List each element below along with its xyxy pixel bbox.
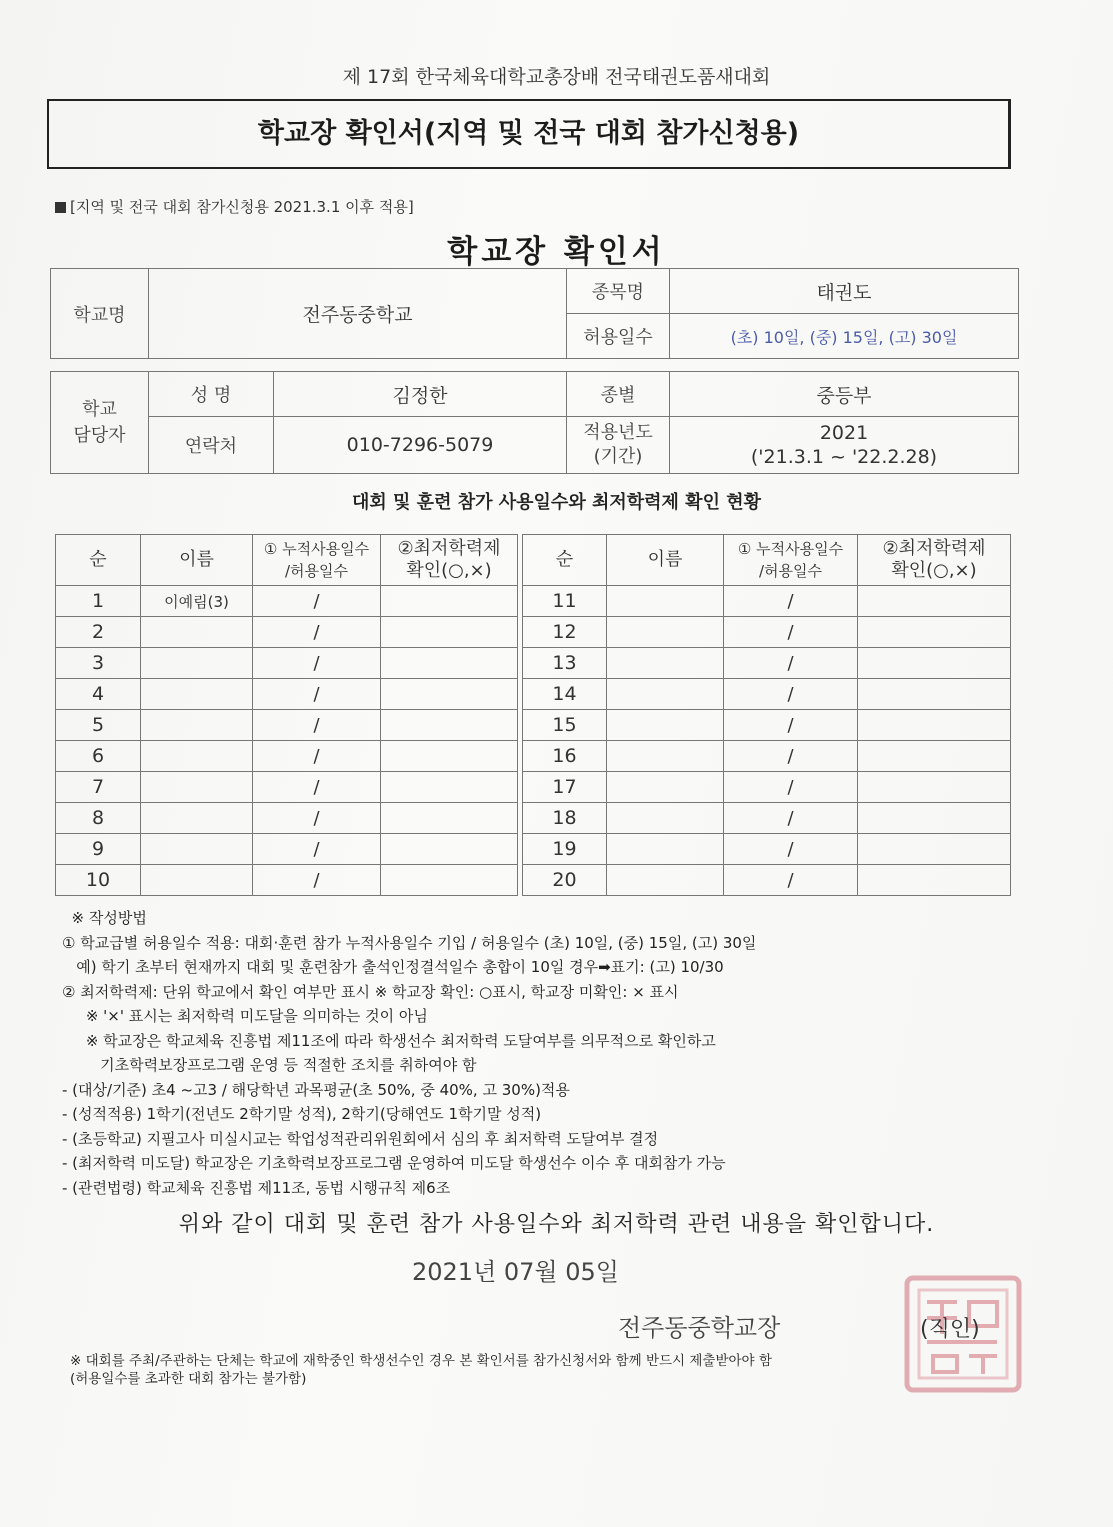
row-number: 7: [56, 772, 141, 803]
col-header-no: 순: [523, 535, 607, 586]
row-days: /: [724, 803, 858, 834]
row-check: [858, 865, 1011, 896]
row-name: [141, 617, 253, 648]
row-days: /: [253, 710, 381, 741]
table-row: [523, 679, 1011, 710]
row-days: /: [724, 834, 858, 865]
row-number: 1: [56, 586, 141, 617]
row-days: /: [724, 679, 858, 710]
row-name: [141, 741, 253, 772]
row-check: [381, 648, 518, 679]
table-row: [56, 803, 518, 834]
row-number: 2: [56, 617, 141, 648]
row-days: /: [253, 741, 381, 772]
instruction-line: ① 학교급별 허용일수 적용: 대회·훈련 참가 누적사용일수 기입 / 허용일수 (초) 10일, (중) 15일, (고) 30일: [62, 933, 757, 952]
instruction-line: - (성적적용) 1학기(전년도 2학기말 성적), 2학기(당해연도 1학기말 성적): [62, 1105, 542, 1123]
instruction-line: ② 최저학력제: 단위 학교에서 확인 여부만 표시 ※ 학교장 확인: ○표시, 학교장 미확인: × 표시: [62, 982, 679, 1001]
division-value: 중등부: [670, 372, 1019, 417]
instruction-line: 기초학력보장프로그램 운영 등 적절한 조치를 취하여야 함: [62, 1056, 477, 1074]
footer-line: (허용일수를 초과한 대회 참가는 불가함): [70, 1371, 307, 1387]
row-number: 3: [56, 648, 141, 679]
participation-table-left: [55, 534, 518, 896]
table-row: [523, 834, 1011, 865]
school-name-value: 전주동중학교: [149, 269, 567, 359]
row-number: 4: [56, 679, 141, 710]
table-row: [56, 710, 518, 741]
table-row: [523, 772, 1011, 803]
table-row: [523, 617, 1011, 648]
table-row: [523, 710, 1011, 741]
row-check: [858, 617, 1011, 648]
row-days: /: [724, 648, 858, 679]
row-name: [607, 865, 724, 896]
col-header-no: 순: [56, 535, 141, 586]
principal-title: 전주동중학교장: [618, 1314, 781, 1342]
instruction-line: 예) 학기 초부터 현재까지 대회 및 훈련참가 출석인정결석일수 총합이 10일 경우➡표기: (고) 10/30: [62, 958, 724, 976]
row-days: /: [724, 710, 858, 741]
col-header-name: 이름: [141, 535, 253, 586]
row-name: [607, 741, 724, 772]
row-name: [141, 865, 253, 896]
row-days: /: [253, 803, 381, 834]
col-header-check: ②최저학력제 확인(○,×): [381, 535, 518, 586]
row-number: 13: [523, 648, 607, 679]
division-label: 종별: [567, 372, 670, 417]
row-days: /: [253, 586, 381, 617]
row-number: 20: [523, 865, 607, 896]
table-row: [56, 772, 518, 803]
row-number: 14: [523, 679, 607, 710]
row-check: [858, 834, 1011, 865]
allowed-days-label: 허용일수: [567, 314, 670, 359]
row-check: [381, 617, 518, 648]
school-name-label: 학교명: [51, 269, 149, 359]
footer-note: [70, 1352, 772, 1388]
period-cell: [670, 417, 1019, 474]
row-check: [858, 710, 1011, 741]
row-days: /: [724, 772, 858, 803]
row-number: 17: [523, 772, 607, 803]
table-row: [56, 834, 518, 865]
row-number: 10: [56, 865, 141, 896]
table-row: [523, 865, 1011, 896]
row-check: [381, 710, 518, 741]
col-header-days: ① 누적사용일수 /허용일수: [253, 535, 381, 586]
row-check: [381, 803, 518, 834]
event-value: 태권도: [670, 269, 1019, 314]
row-number: 15: [523, 710, 607, 741]
row-number: 18: [523, 803, 607, 834]
row-name: [607, 772, 724, 803]
competition-header: 제 17회 한국체육대학교총장배 전국태권도품새대회: [342, 66, 771, 88]
row-name: [607, 648, 724, 679]
row-days: /: [253, 865, 381, 896]
section-title: 대회 및 훈련 참가 사용일수와 최저학력제 확인 현황: [351, 492, 761, 513]
row-name: [141, 679, 253, 710]
table-spacer: [51, 359, 1019, 372]
col-header-days: ① 누적사용일수 /허용일수: [724, 535, 858, 586]
manager-label: 학교 담당자: [51, 372, 149, 474]
applicability-note-text: [지역 및 전국 대회 참가신청용 2021.3.1 이후 적용]: [70, 198, 414, 216]
issue-date: 2021년 07월 05일: [412, 1258, 619, 1286]
row-number: 19: [523, 834, 607, 865]
row-name: [607, 803, 724, 834]
row-check: [858, 772, 1011, 803]
row-name: [607, 834, 724, 865]
row-check: [858, 679, 1011, 710]
table-row: [56, 617, 518, 648]
row-check: [381, 865, 518, 896]
row-number: 6: [56, 741, 141, 772]
table-row: [523, 741, 1011, 772]
row-number: 9: [56, 834, 141, 865]
instructions: [62, 906, 756, 1200]
school-info-table: [50, 268, 1019, 474]
row-days: /: [253, 772, 381, 803]
row-name: [607, 586, 724, 617]
row-check: [381, 772, 518, 803]
row-check: [858, 648, 1011, 679]
row-name: [607, 679, 724, 710]
row-number: 8: [56, 803, 141, 834]
row-number: 5: [56, 710, 141, 741]
table-row: [523, 586, 1011, 617]
table-row: [56, 679, 518, 710]
main-title: 학교장 확인서: [447, 234, 666, 270]
row-check: [858, 586, 1011, 617]
row-check: [381, 834, 518, 865]
row-number: 16: [523, 741, 607, 772]
row-name: 이예림(3): [141, 586, 253, 617]
event-label: 종목명: [567, 269, 670, 314]
row-days: /: [253, 617, 381, 648]
row-days: /: [724, 586, 858, 617]
seal-label: (직인): [920, 1317, 980, 1342]
row-check: [381, 679, 518, 710]
col-header-check: ②최저학력제 확인(○,×): [858, 535, 1011, 586]
row-check: [858, 803, 1011, 834]
square-bullet-icon: [55, 202, 66, 213]
footer-line: ※ 대회를 주최/주관하는 단체는 학교에 재학중인 학생선수인 경우 본 확인서를 참가신청서와 함께 반드시 제출받아야 함: [70, 1353, 772, 1369]
row-days: /: [724, 741, 858, 772]
row-number: 12: [523, 617, 607, 648]
table-row: [56, 586, 518, 617]
row-days: /: [724, 865, 858, 896]
row-name: [141, 772, 253, 803]
row-name: [141, 648, 253, 679]
row-check: [858, 741, 1011, 772]
participation-table-right: [522, 534, 1011, 896]
instruction-line: - (최저학력 미도달) 학교장은 기초학력보장프로그램 운영하여 미도달 학생선수 이수 후 대회참가 가능: [62, 1154, 726, 1172]
instruction-line: - (초등학교) 지필고사 미실시교는 학업성적관리위원회에서 심의 후 최저학력 도달여부 결정: [62, 1129, 659, 1148]
period-value: ('21.3.1 ~ '22.2.28): [750, 446, 938, 468]
manager-name-label: 성 명: [149, 372, 274, 417]
row-number: 11: [523, 586, 607, 617]
manager-name-value: 김정한: [274, 372, 567, 417]
col-header-name: 이름: [607, 535, 724, 586]
year-value: 2021: [819, 422, 869, 444]
row-days: /: [253, 648, 381, 679]
row-check: [381, 586, 518, 617]
row-days: /: [253, 834, 381, 865]
instruction-line: ※ 학교장은 학교체육 진흥법 제11조에 따라 학생선수 최저학력 도달여부를 의무적으로 확인하고: [62, 1031, 716, 1050]
table-row: [523, 648, 1011, 679]
table-row: [56, 648, 518, 679]
year-label: 적용년도 (기간): [567, 417, 670, 474]
instruction-line: ※ 작성방법: [62, 909, 147, 927]
table-row: [523, 803, 1011, 834]
title-box: 학교장 확인서(지역 및 전국 대회 참가신청용): [47, 99, 1011, 169]
instruction-line: - (관련법령) 학교체육 진흥법 제11조, 동법 시행규칙 제6조: [62, 1178, 451, 1197]
instruction-line: ※ '×' 표시는 최저학력 미도달을 의미하는 것이 아님: [62, 1007, 428, 1025]
instruction-line: - (대상/기준) 초4 ~고3 / 해당학년 과목평균(초 50%, 중 40%, 고 30%)적용: [62, 1080, 570, 1099]
row-name: [607, 617, 724, 648]
allowed-days-value: (초) 10일, (중) 15일, (고) 30일: [670, 314, 1019, 359]
table-row: [56, 865, 518, 896]
contact-label: 연락처: [149, 417, 274, 474]
table-row: [56, 741, 518, 772]
row-name: [141, 803, 253, 834]
row-name: [607, 710, 724, 741]
row-days: /: [724, 617, 858, 648]
row-name: [141, 834, 253, 865]
applicability-note: [55, 196, 414, 217]
row-check: [381, 741, 518, 772]
row-name: [141, 710, 253, 741]
contact-value: 010-7296-5079: [274, 417, 567, 474]
row-days: /: [253, 679, 381, 710]
confirmation-statement: 위와 같이 대회 및 훈련 참가 사용일수와 최저학력 관련 내용을 확인합니다.: [178, 1212, 935, 1237]
